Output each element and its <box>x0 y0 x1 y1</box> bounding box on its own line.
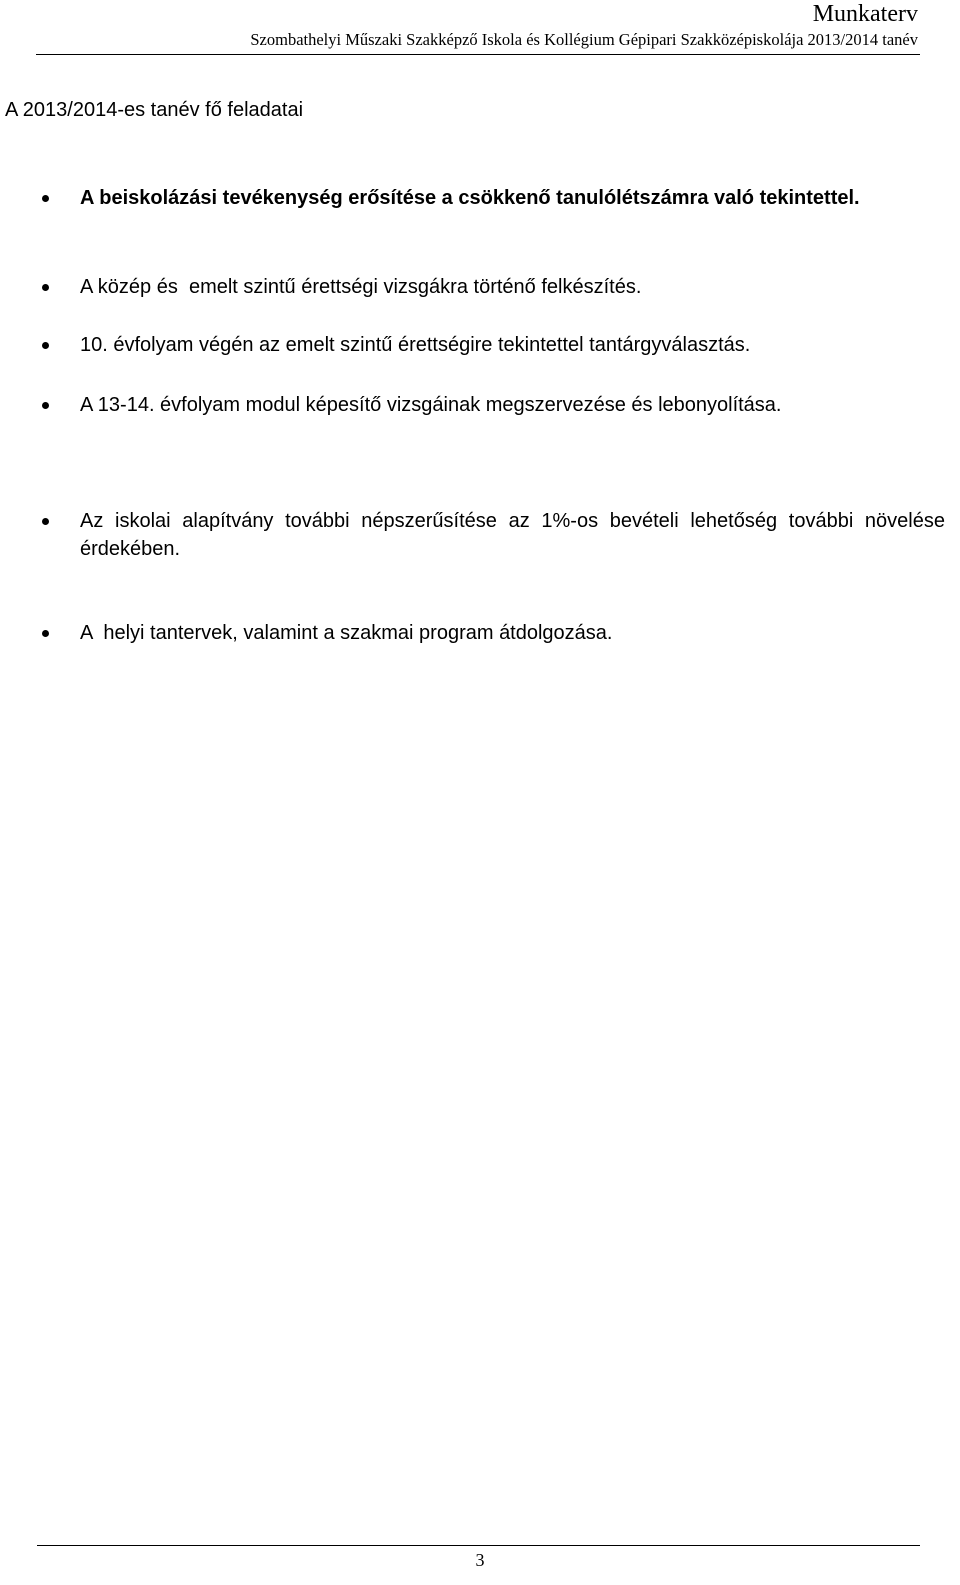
list-item-text: A beiskolázási tevékenység erősítése a csökkenő tanulólétszámra való tekintettel. <box>80 187 860 209</box>
page-header <box>0 0 960 57</box>
page-number: 3 <box>475 1550 485 1570</box>
list-item <box>80 184 945 212</box>
list-item-text: 10. évfolyam végén az emelt szintű érettségire tekintettel tantárgyválasztás. <box>80 334 751 356</box>
list-item <box>80 331 945 359</box>
header-divider <box>36 54 920 55</box>
list-item-text: Az iskolai alapítvány további népszerűsítése az 1%-os bevételi lehetőség további növelése érdekében. <box>80 510 945 560</box>
bullet-icon <box>42 518 49 525</box>
section-title: A 2013/2014-es tanév fő feladatai <box>5 99 304 121</box>
list-item <box>80 507 945 563</box>
bullet-icon <box>42 284 49 291</box>
list-item-text: A helyi tantervek, valamint a szakmai program átdolgozása. <box>80 622 613 644</box>
list-item <box>80 391 945 419</box>
document-title: Munkaterv <box>812 1 918 27</box>
bullet-icon <box>42 342 49 349</box>
document-subtitle: Szombathelyi Műszaki Szakképző Iskola és Kollégium Gépipari Szakközépiskolája 2013/2014 tanév <box>250 30 918 49</box>
list-item <box>80 619 945 647</box>
bullet-icon <box>42 195 49 202</box>
list-item-text: A 13-14. évfolyam modul képesítő vizsgáinak megszervezése és lebonyolítása. <box>80 394 782 416</box>
footer-divider <box>37 1545 920 1546</box>
list-item <box>80 273 945 301</box>
list-item-text: A közép és emelt szintű érettségi vizsgákra történő felkészítés. <box>80 276 642 298</box>
bullet-icon <box>42 402 49 409</box>
bullet-icon <box>42 630 49 637</box>
